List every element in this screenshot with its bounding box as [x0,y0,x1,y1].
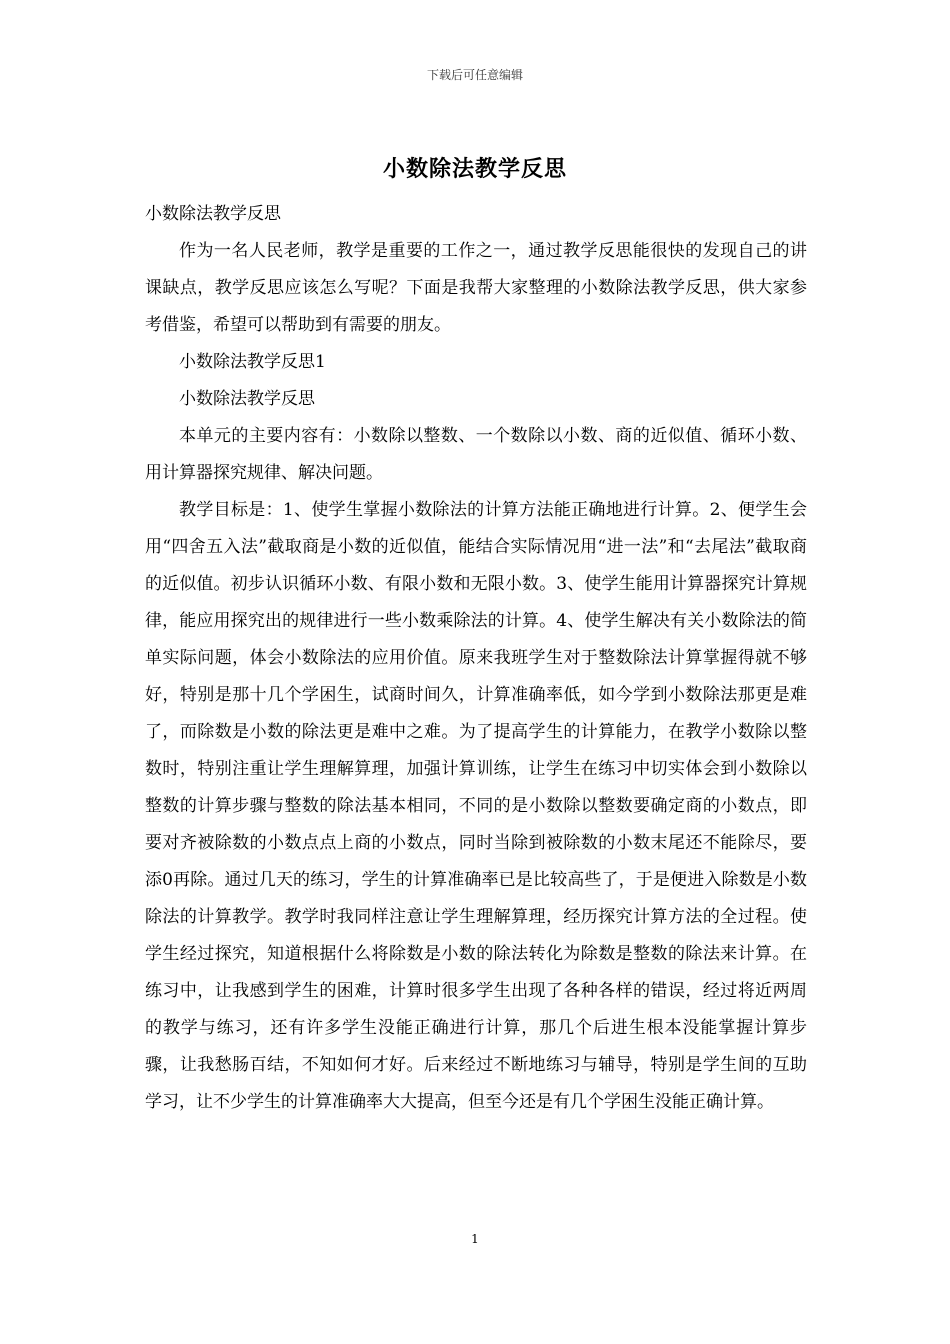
page-number: 1 [471,1232,479,1246]
body-paragraph: 作为一名人民老师，教学是重要的工作之一，通过教学反思能很快的发现自己的讲课缺点，教学反思应该怎么写呢？下面是我帮大家整理的小数除法教学反思，供大家参考借鉴，希望可以帮助到有需要的朋友。 [145,241,807,335]
body-paragraph: 教学目标是：1、使学生掌握小数除法的计算方法能正确地进行计算。2、便学生会用“四舍五入法”截取商是小数的近似值，能结合实际情况用“进一法”和“去尾法”截取商的近似值。初步认识循环小数、有限小数和无限小数。3、使学生能用计算器探究计算规律，能应用探究出的规律进行一些小数乘除法的计算。4、使学生解决有关小数除法的简单实际问题，体会小数除法的应用价值。原来我班学生对于整数除法计算掌握得就不够好，特别是那十几个学困生，试商时间久，计算准确率低，如今学到小数除法那更是难了，而除数是小数的除法更是难中之难。为了提高学生的计算能力，在教学小数除以整数时，特别注重让学生理解算理，加强计算训练，让学生在练习中切实体会到小数除以整数的计算步骤与整数的除法基本相同，不同的是小数除以整数要确定商的小数点，即要对齐被除数的小数点点上商的小数点，同时当除到被除数的小数末尾还不能除尽，要添0再除。通过几天的练习，学生的计算准确率已是比较高些了，于是便进入除数是小数除法的计算教学。教学时我同样注意让学生理解算理，经历探究计算方法的全过程。使学生经过探究，知道根据什么将除数是小数的除法转化为除数是整数的除法来计算。在练习中，让我感到学生的困难，计算时很多学生出现了各种各样的错误，经过将近两周的教学与练习，还有许多学生没能正确进行计算，那几个后进生根本没能掌握计算步骤，让我愁肠百结，不知如何才好。后来经过不断地练习与辅导，特别是学生间的互助学习，让不少学生的计算准确率大大提高，但至今还是有几个学困生没能正确计算。 [145,500,807,1112]
subsection-heading: 小数除法教学反思 [179,389,315,409]
section-heading: 小数除法教学反思1 [179,352,326,372]
body-paragraph: 小数除法教学反思 [145,204,281,224]
body-paragraph: 本单元的主要内容有：小数除以整数、一个数除以小数、商的近似值、循环小数、用计算器探究规律、解决问题。 [145,426,807,483]
document-body [145,196,807,1121]
page-header-note: 下载后可任意编辑 [426,68,523,82]
document-title: 小数除法教学反思 [382,156,567,182]
